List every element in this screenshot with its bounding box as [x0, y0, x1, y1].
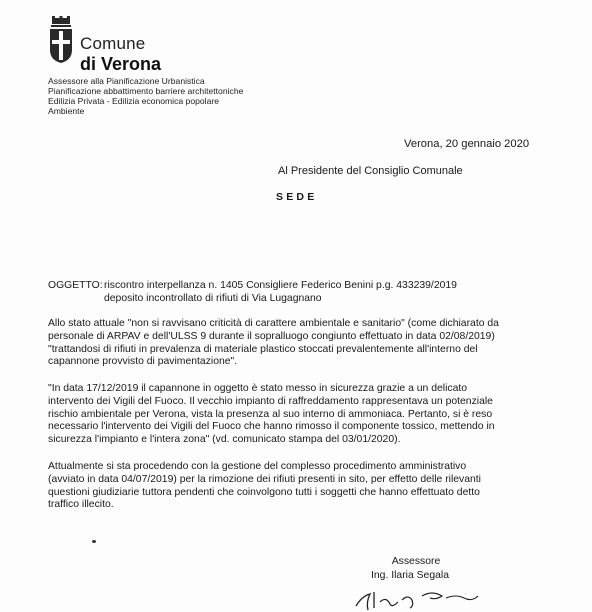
- paragraph-line: personale di ARPAV e dell'ULSS 9 durante il sopralluogo congiunto effettuato in data 02/08/2019): [48, 330, 495, 342]
- signature-name: Ing. Ilaria Segala: [371, 570, 449, 581]
- paragraph-line: questioni giudiziarie tuttora pendenti che coinvolgono tutti i soggetti che hanno effettuato detto: [48, 486, 480, 498]
- signature-block: [362, 555, 458, 583]
- department-line: Assessore alla Pianificazione Urbanistica: [48, 76, 205, 86]
- department-line: Edilizia Privata - Edilizia economica popolare: [48, 96, 220, 106]
- paragraph-line: Attualmente si sta procedendo con la gestione del complesso procedimento amministrativo: [48, 461, 467, 472]
- paragraph-line: Allo stato attuale "non si ravvisano criticità di carattere ambientale e sanitario" (come dichiarato da: [48, 318, 499, 329]
- paragraph-line: capannone provvisto di pavimentazione".: [48, 356, 238, 368]
- handwritten-signature: [352, 586, 482, 612]
- paragraph-line: necessario l'intervento dei Vigili del Fuoco che hanno rimosso il componente tossico, mettendo in: [48, 421, 495, 433]
- paragraph-line: "In data 17/12/2019 il capannone in oggetto è stato messo in sicurezza grazie a un delicato: [48, 383, 468, 394]
- subject-line: riscontro interpellanza n. 1405 Consigliere Federico Benini p.g. 433239/2019: [104, 280, 457, 291]
- scan-speck: [92, 540, 96, 543]
- department-block: [48, 76, 243, 116]
- verona-crest-icon: [48, 16, 74, 64]
- letter-subject: [48, 280, 568, 305]
- letter-location: SEDE: [276, 191, 318, 203]
- subject-label: OGGETTO:: [48, 280, 103, 291]
- brand-name-line1: Comune: [80, 34, 146, 53]
- signature-role: Assessore: [391, 556, 441, 567]
- letter-recipient: Al Presidente del Consiglio Comunale: [278, 165, 463, 177]
- body-paragraph-2: [48, 383, 533, 447]
- paragraph-line: intervento dei Vigili del Fuoco. Il vecchio impianto di raffreddamento rappresentava un potenziale: [48, 395, 493, 407]
- paragraph-line: (avviato in data 04/07/2019) per la rimozione dei rifiuti presenti in sito, per effetto delle rilevanti: [48, 473, 481, 485]
- paragraph-line: traffico illecito.: [48, 499, 114, 511]
- body-paragraph-3: [48, 461, 533, 512]
- department-line: Ambiente: [48, 106, 85, 116]
- brand-name-line2: di Verona: [80, 54, 162, 74]
- paragraph-line: rischio ambientale per Verona, vista la presenza al suo interno di ammoniaca. Pertanto, si è reso: [48, 408, 493, 420]
- paragraph-line: sicurezza l'impianto e l'intera zona" (vd. comunicato stampa del 03/01/2020).: [48, 434, 401, 446]
- department-line: Pianificazione abbattimento barriere architettoniche: [48, 86, 244, 96]
- subject-line: deposito incontrollato di rifiuti di Via Lugagnano: [104, 292, 322, 304]
- paragraph-line: "trattandosi di rifiuti in prevalenza di materiale plastico stoccati prevalentemente all'interno del: [48, 343, 478, 355]
- body-paragraph-1: [48, 318, 533, 369]
- letter-date: Verona, 20 gennaio 2020: [404, 138, 530, 150]
